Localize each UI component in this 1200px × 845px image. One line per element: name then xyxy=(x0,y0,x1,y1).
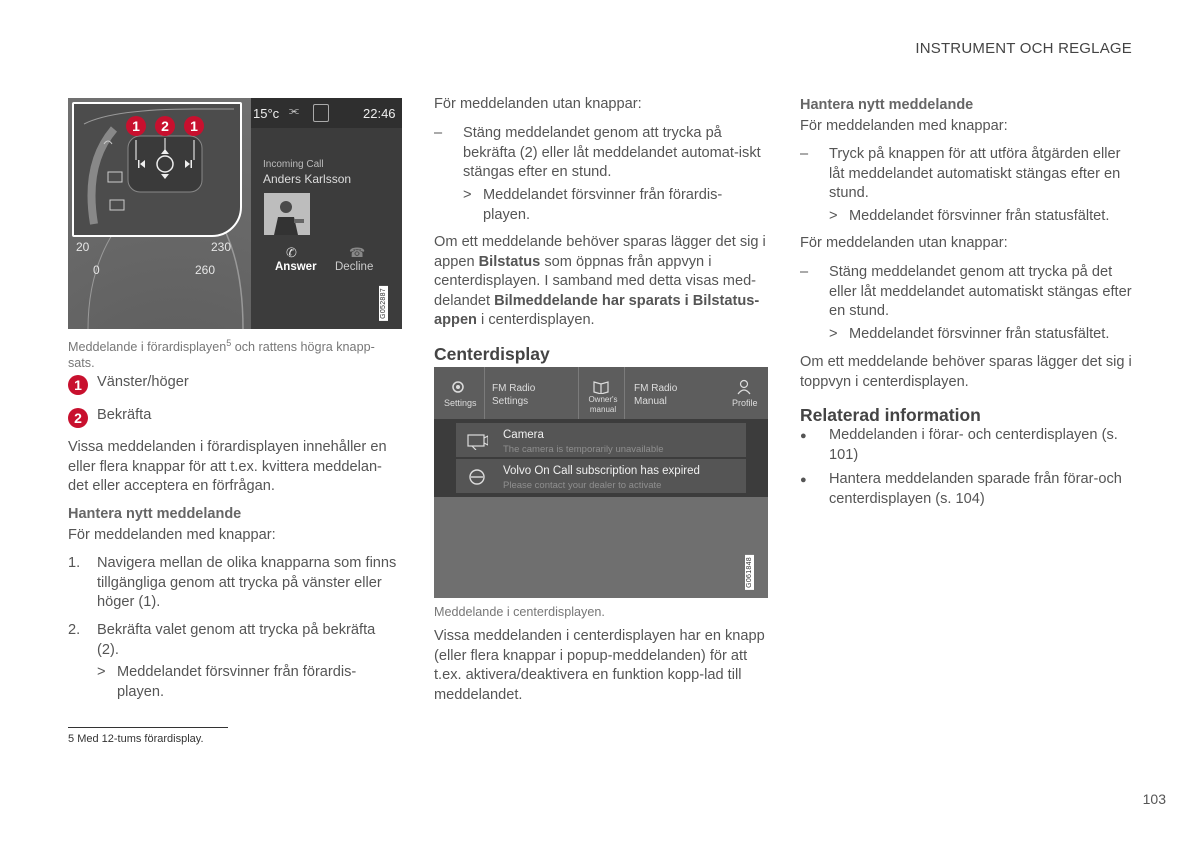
fm-radio-manual-tile[interactable] xyxy=(625,367,720,419)
callout-badge: 1 xyxy=(126,116,146,136)
owners-manual-tile[interactable] xyxy=(579,367,624,419)
caption-text: Meddelande i förardisplayen xyxy=(68,340,227,355)
footnote xyxy=(68,733,204,745)
intro-paragraph: Vissa meddelanden i förardisplayen innehåller en eller flera knappar för att t.ex. kvittera meddelan-det eller acceptera en förfrågan. xyxy=(68,439,387,494)
temperature: 15°c xyxy=(253,106,280,121)
center-display-paragraph: Vissa meddelanden i centerdisplayen har en knapp (eller flera knappar i popup-meddelanden) för att t.ex. aktivera/deaktivera en funktion kopp-lad till meddelandet. xyxy=(434,628,765,703)
settings-tile[interactable] xyxy=(434,367,484,419)
legend-text: Bekräfta xyxy=(97,407,152,423)
caller-name: Anders Karlsson xyxy=(263,172,352,186)
center-display-figure xyxy=(434,367,768,598)
caption-text: och rattens högra knapp-sats. xyxy=(68,340,375,371)
tile-line2: Manual xyxy=(634,396,667,407)
driver-status-bar xyxy=(251,98,402,128)
gauge-tick: 260 xyxy=(195,263,216,277)
result-marker: > xyxy=(829,326,838,342)
step-number: 1. xyxy=(68,555,81,571)
footnote-text: Med 12-tums förardisplay. xyxy=(77,733,204,745)
book-icon xyxy=(593,380,609,394)
incoming-call-label: Incoming Call xyxy=(263,159,324,170)
dash-marker: – xyxy=(800,264,809,280)
bullet-icon: ● xyxy=(800,430,807,442)
legend-badge: 2 xyxy=(68,408,88,428)
blocked-icon xyxy=(466,466,488,486)
profile-icon xyxy=(736,379,752,395)
figure-code: G061848 xyxy=(746,557,753,588)
tile-label: Settings xyxy=(444,398,477,408)
footnote-rule xyxy=(68,727,228,728)
tile-label: Profile xyxy=(732,398,758,408)
text: Om ett meddelande behöver sparas lägger det sig i appen xyxy=(434,234,766,270)
section-heading: Centerdisplay xyxy=(434,344,550,364)
result-marker: > xyxy=(463,187,472,203)
settings-icon xyxy=(450,379,466,395)
related-link[interactable]: Meddelanden i förar- och centerdisplayen (s. 101) xyxy=(829,427,1118,463)
notification-subtitle: The camera is temporarily unavailable xyxy=(503,444,664,455)
phone-decline-icon: ☎ xyxy=(349,245,366,260)
answer-button[interactable] xyxy=(264,241,332,281)
dash-marker: – xyxy=(800,146,809,162)
text: i centerdisplayen. xyxy=(476,312,595,328)
result-text: Meddelandet försvinner från förardis-playen. xyxy=(117,664,357,700)
footnote-number: 5 xyxy=(68,733,75,745)
with-buttons-label: För meddelanden med knappar: xyxy=(68,527,276,543)
caller-photo xyxy=(264,193,310,235)
bullet-icon: ● xyxy=(800,474,807,486)
incoming-call-block xyxy=(263,158,398,186)
tile-line1: FM Radio xyxy=(492,383,536,394)
result-marker: > xyxy=(97,664,106,680)
figure2-caption: Meddelande i centerdisplayen. xyxy=(434,605,605,619)
camera-icon xyxy=(466,430,488,450)
step-number: 2. xyxy=(68,622,81,638)
tile-label: Owner's manual xyxy=(588,395,618,414)
tile-line2: Settings xyxy=(492,396,529,407)
notification-card[interactable] xyxy=(456,459,746,493)
tile-line1: FM Radio xyxy=(634,383,678,394)
result-text: Meddelandet försvinner från statusfältet. xyxy=(849,208,1110,224)
gauge-tick: 230 xyxy=(211,240,232,254)
step-text: Bekräfta valet genom att trycka på bekräfta (2). xyxy=(97,622,376,658)
step-text: Navigera mellan de olika knapparna som finns tillgängliga genom att trycka på vänster eller höger (1). xyxy=(97,555,397,610)
app-name: Bilstatus xyxy=(478,253,541,270)
notification-card[interactable] xyxy=(456,423,746,457)
page-number: 103 xyxy=(1142,791,1166,807)
phone-answer-icon: ✆ xyxy=(286,245,297,260)
running-header: INSTRUMENT OCH REGLAGE xyxy=(915,40,1132,57)
legend-badge: 1 xyxy=(68,375,88,395)
dash-text: Tryck på knappen för att utföra åtgärden eller låt meddelandet automatiskt stängas efter en stund. xyxy=(829,146,1121,201)
notification-title: Volvo On Call subscription has expired xyxy=(503,465,700,477)
subheading: Hantera nytt meddelande xyxy=(800,97,974,113)
with-buttons-label: För meddelanden med knappar: xyxy=(800,118,1008,134)
figure-code: G052887 xyxy=(380,288,387,319)
without-buttons-label: För meddelanden utan knappar: xyxy=(800,235,1008,251)
dash-marker: – xyxy=(434,125,443,141)
legend-text: Vänster/höger xyxy=(97,374,189,390)
fm-radio-settings-tile[interactable] xyxy=(485,367,578,419)
text: som öppnas från appvyn i centerdisplayen. I samband med detta visas med-delandet xyxy=(434,253,757,309)
decline-button[interactable] xyxy=(327,241,395,281)
notification-area xyxy=(434,419,768,497)
notification-subtitle: Please contact your dealer to activate xyxy=(503,480,662,491)
without-buttons-label: För meddelanden utan knappar: xyxy=(434,96,642,112)
result-text: Meddelandet försvinner från statusfältet. xyxy=(849,326,1110,342)
dash-text: Stäng meddelandet genom att trycka på det eller låt meddelandet automatiskt stängas efter en stund. xyxy=(829,264,1132,319)
phone-icon xyxy=(313,104,329,122)
decline-label: Decline xyxy=(335,261,374,273)
profile-tile[interactable] xyxy=(720,367,768,419)
related-heading: Relaterad information xyxy=(800,405,981,425)
subheading: Hantera nytt meddelande xyxy=(68,506,242,522)
caller-avatar-icon xyxy=(264,193,310,235)
figure1-caption xyxy=(68,335,401,371)
save-paragraph xyxy=(434,233,768,331)
result-text: Meddelandet försvinner från förardis-playen. xyxy=(483,187,723,223)
driver-display-figure xyxy=(68,98,402,329)
dash-text: Stäng meddelandet genom att trycka på bekräfta (2) eller låt meddelandet automat-iskt stängas efter en stund. xyxy=(463,125,761,180)
save-paragraph: Om ett meddelande behöver sparas lägger det sig i toppvyn i centerdisplayen. xyxy=(800,354,1132,390)
footnote-ref: 5 xyxy=(226,338,232,348)
message-name: Bilmeddelande har sparats i Bilstatus-appen xyxy=(434,292,760,328)
result-marker: > xyxy=(829,208,838,224)
callout-badge: 1 xyxy=(184,116,204,136)
answer-label: Answer xyxy=(275,261,317,273)
connectivity-icon: ⫘ xyxy=(289,105,299,117)
related-link[interactable]: Hantera meddelanden sparade från förar-och centerdisplayen (s. 104) xyxy=(829,471,1122,507)
gauge-tick: 0 xyxy=(93,263,100,277)
callout-badge: 2 xyxy=(155,116,175,136)
steering-wheel-keypad-inset xyxy=(72,102,242,237)
clock: 22:46 xyxy=(363,106,396,121)
notification-title: Camera xyxy=(503,429,544,441)
gauge-tick: 20 xyxy=(76,240,90,254)
